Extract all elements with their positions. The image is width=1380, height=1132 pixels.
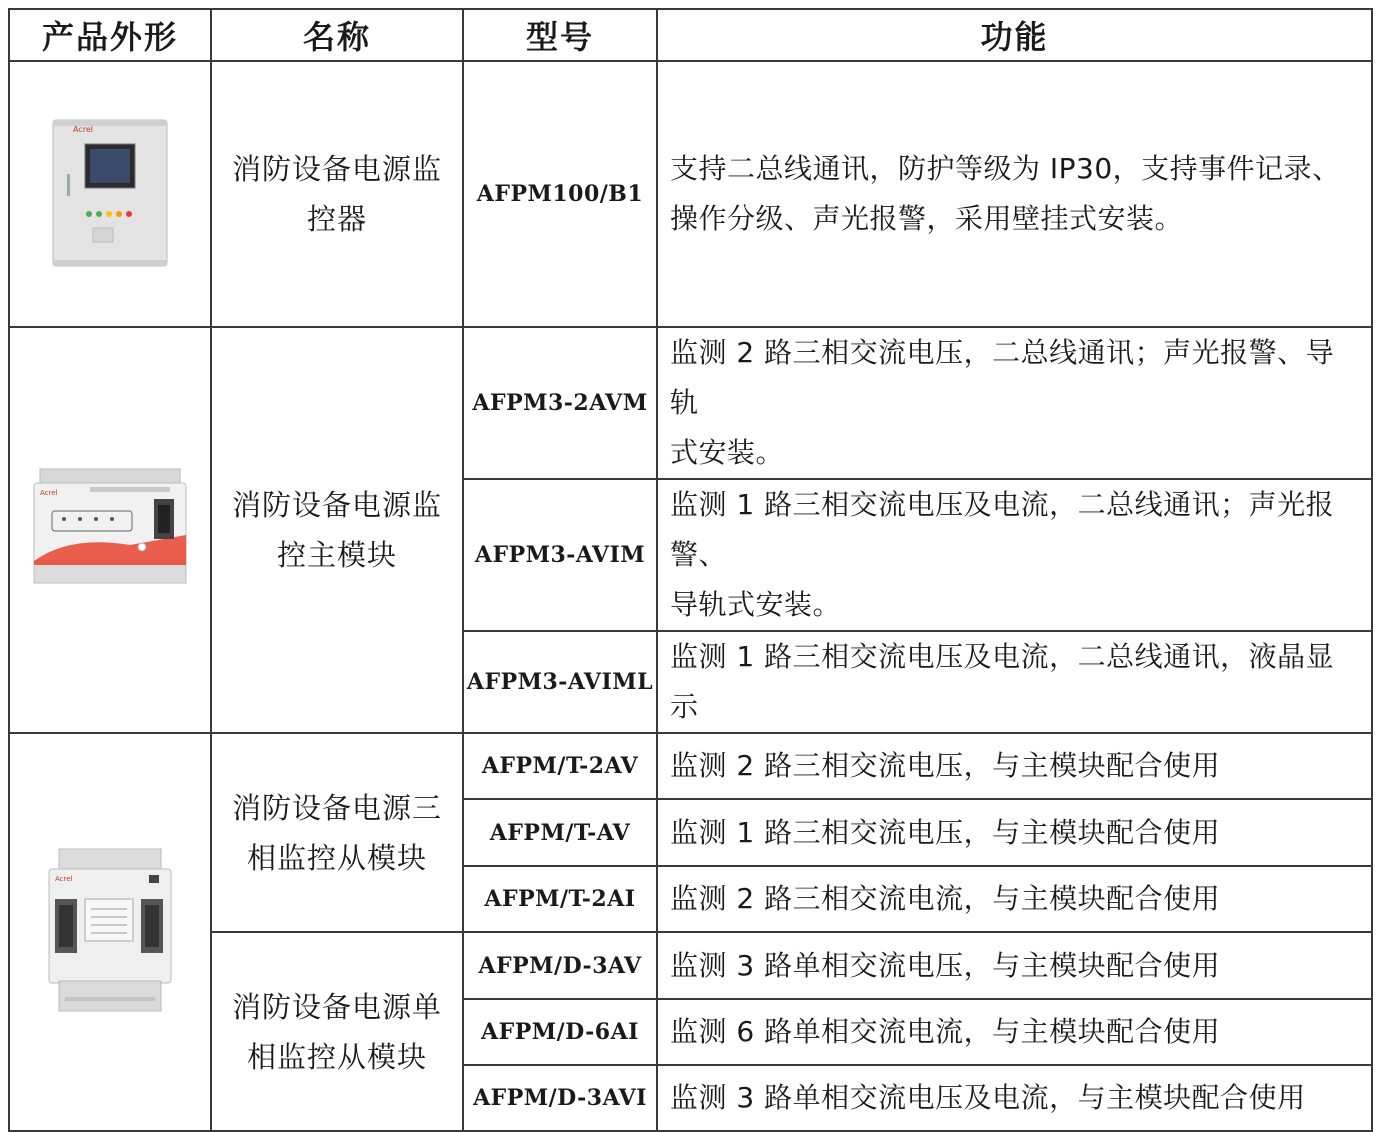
function-line: 式安装。 bbox=[670, 436, 785, 469]
svg-text:Acrel: Acrel bbox=[40, 489, 58, 497]
function-line: 监测 6 路单相交流电流，与主模块配合使用 bbox=[670, 1015, 1221, 1048]
header-model: 型号 bbox=[463, 9, 657, 61]
product-name bbox=[211, 327, 463, 733]
function-cell bbox=[657, 799, 1372, 866]
product-name-line: 消防设备电源三 bbox=[231, 790, 442, 825]
din-rail-main-module-icon bbox=[30, 465, 190, 595]
function-cell bbox=[657, 1065, 1372, 1131]
table-row bbox=[9, 61, 1372, 327]
model-cell: AFPM/T-2AI bbox=[463, 866, 657, 932]
function-line: 监测 3 路单相交流电压及电流，与主模块配合使用 bbox=[670, 1081, 1306, 1114]
model-cell: AFPM3-2AVM bbox=[463, 327, 657, 479]
function-line: 监测 1 路三相交流电压及电流，二总线通讯；声光报警、 bbox=[670, 488, 1335, 571]
product-name-line: 消防设备电源监 bbox=[231, 488, 442, 522]
model-cell: AFPM/T-2AV bbox=[463, 733, 657, 799]
product-table bbox=[8, 8, 1373, 1132]
svg-text:Acrel: Acrel bbox=[73, 125, 93, 134]
svg-text:Acrel: Acrel bbox=[55, 875, 73, 883]
product-name-line: 相监控从模块 bbox=[246, 1039, 427, 1074]
table-row bbox=[9, 327, 1372, 479]
product-name bbox=[211, 932, 463, 1131]
table-row bbox=[9, 733, 1372, 799]
function-line: 监测 1 路三相交流电压，与主模块配合使用 bbox=[670, 815, 1221, 849]
function-line: 监测 2 路三相交流电压，二总线通讯；声光报警、导轨 bbox=[670, 336, 1335, 419]
model-cell: AFPM/D-3AV bbox=[463, 932, 657, 999]
wall-mounted-monitor-icon bbox=[45, 114, 175, 274]
table-row bbox=[9, 932, 1372, 999]
product-name-line: 相监控从模块 bbox=[246, 840, 427, 875]
product-name bbox=[211, 61, 463, 327]
cropped-text-fragment bbox=[100, 992, 1280, 1004]
function-cell bbox=[657, 327, 1372, 479]
function-cell bbox=[657, 999, 1372, 1065]
function-line: 监测 1 路三相交流电压及电流，二总线通讯，液晶显示 bbox=[670, 640, 1335, 723]
function-line: 支持二总线通讯，防护等级为 IP30，支持事件记录、 bbox=[670, 152, 1341, 185]
function-line: 操作分级、声光报警，采用壁挂式安装。 bbox=[670, 202, 1184, 235]
product-image-cell bbox=[9, 733, 211, 1131]
function-cell bbox=[657, 866, 1372, 932]
product-name-line: 消防设备电源监 bbox=[231, 152, 442, 186]
header-name: 名称 bbox=[211, 9, 463, 61]
header-function: 功能 bbox=[657, 9, 1372, 61]
function-line: 监测 2 路三相交流电压，与主模块配合使用 bbox=[670, 749, 1221, 782]
product-name bbox=[211, 733, 463, 932]
product-image-cell bbox=[9, 327, 211, 733]
product-name-line: 控主模块 bbox=[276, 538, 397, 572]
header-appearance: 产品外形 bbox=[9, 9, 211, 61]
model-cell: AFPM/D-6AI bbox=[463, 999, 657, 1065]
product-name-line: 控器 bbox=[306, 202, 367, 236]
function-line: 监测 3 路单相交流电压，与主模块配合使用 bbox=[670, 948, 1221, 982]
model-cell: AFPM/D-3AVI bbox=[463, 1065, 657, 1131]
header-row bbox=[9, 9, 1372, 61]
function-line: 监测 2 路三相交流电流，与主模块配合使用 bbox=[670, 882, 1221, 915]
function-cell bbox=[657, 733, 1372, 799]
model-cell: AFPM100/B1 bbox=[463, 61, 657, 327]
product-image-cell bbox=[9, 61, 211, 327]
function-cell bbox=[657, 479, 1372, 631]
function-cell bbox=[657, 61, 1372, 327]
model-cell: AFPM3-AVIM bbox=[463, 479, 657, 631]
function-line: 导轨式安装。 bbox=[670, 588, 842, 621]
model-cell: AFPM3-AVIML bbox=[463, 631, 657, 733]
function-cell bbox=[657, 932, 1372, 999]
function-cell bbox=[657, 631, 1372, 733]
product-name-line: 消防设备电源单 bbox=[231, 989, 442, 1024]
model-cell: AFPM/T-AV bbox=[463, 799, 657, 866]
